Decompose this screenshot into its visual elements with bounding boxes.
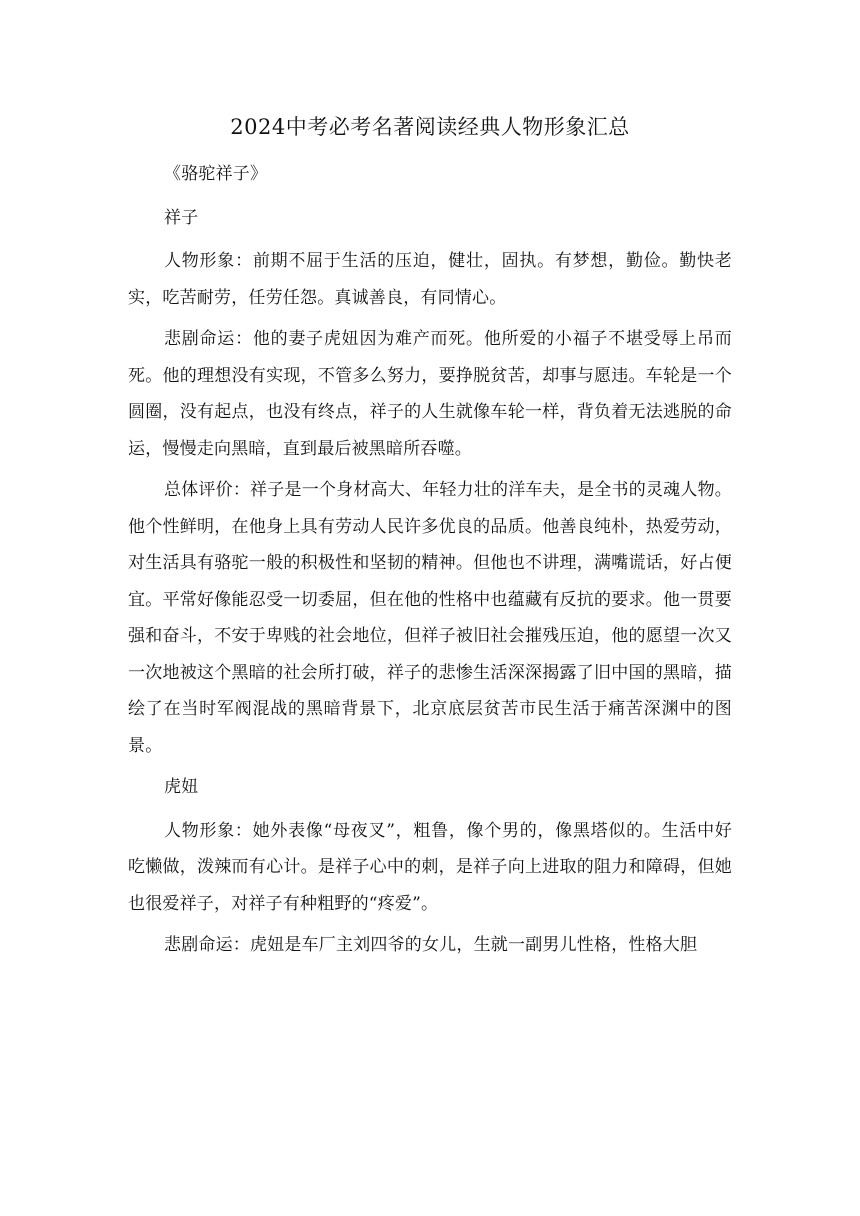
character-name-huniu: 虎妞	[164, 777, 199, 797]
character-portrait-xiangzi: 人物形象：前期不屈于生活的压迫，健壮，固执。有梦想，勤俭。勤快老实，吃苦耐劳，任劳任怨。真诚善良，有同情心。	[128, 251, 732, 308]
character-fate-xiangzi: 悲剧命运：他的妻子虎妞因为难产而死。他所爱的小福子不堪受辱上吊而死。他的理想没有实现，不管多么努力，要挣脱贫苦，却事与愿违。车轮是一个圆圈，没有起点，也没有终点，祥子的人生就像车轮一样，背负着无法逃脱的命运，慢慢走向黑暗，直到最后被黑暗所吞噬。	[128, 329, 732, 459]
document-title: 2024中考必考名著阅读经典人物形象汇总	[230, 115, 630, 139]
character-portrait-huniu: 人物形象：她外表像“母夜叉”，粗鲁，像个男的，像黑塔似的。生活中好吃懒做，泼辣而有心计。是祥子心中的刺，是祥子向上进取的阻力和障碍，但她也很爱祥子，对祥子有种粗野的“疼爱”。	[128, 820, 732, 914]
book-title: 《骆驼祥子》	[164, 164, 268, 184]
character-name-xiangzi: 祥子	[164, 207, 199, 228]
character-fate-huniu: 悲剧命运：虎妞是车厂主刘四爷的女儿，生就一副男儿性格，性格大胆	[164, 935, 698, 955]
character-evaluation-xiangzi: 总体评价：祥子是一个身材高大、年轻力壮的洋车夫，是全书的灵魂人物。他个性鲜明，在他身上具有劳动人民许多优良的品质。他善良纯朴，热爱劳动，对生活具有骆驼一般的积极性和坚韧的精神。但他也不讲理，满嘴谎话，好占便宜。平常好像能忍受一切委屈，但在他的性格中也蕴藏有反抗的要求。他一贯要强和奋斗，不安于卑贱的社会地位，但祥子被旧社会摧残压迫，他的愿望一次又一次地被这个黑暗的社会所打破，祥子的悲惨生活深深揭露了旧中国的黑暗，描绘了在当时军阀混战的黑暗背景下，北京底层贫苦市民生活于痛苦深渊中的图景。	[128, 480, 732, 756]
